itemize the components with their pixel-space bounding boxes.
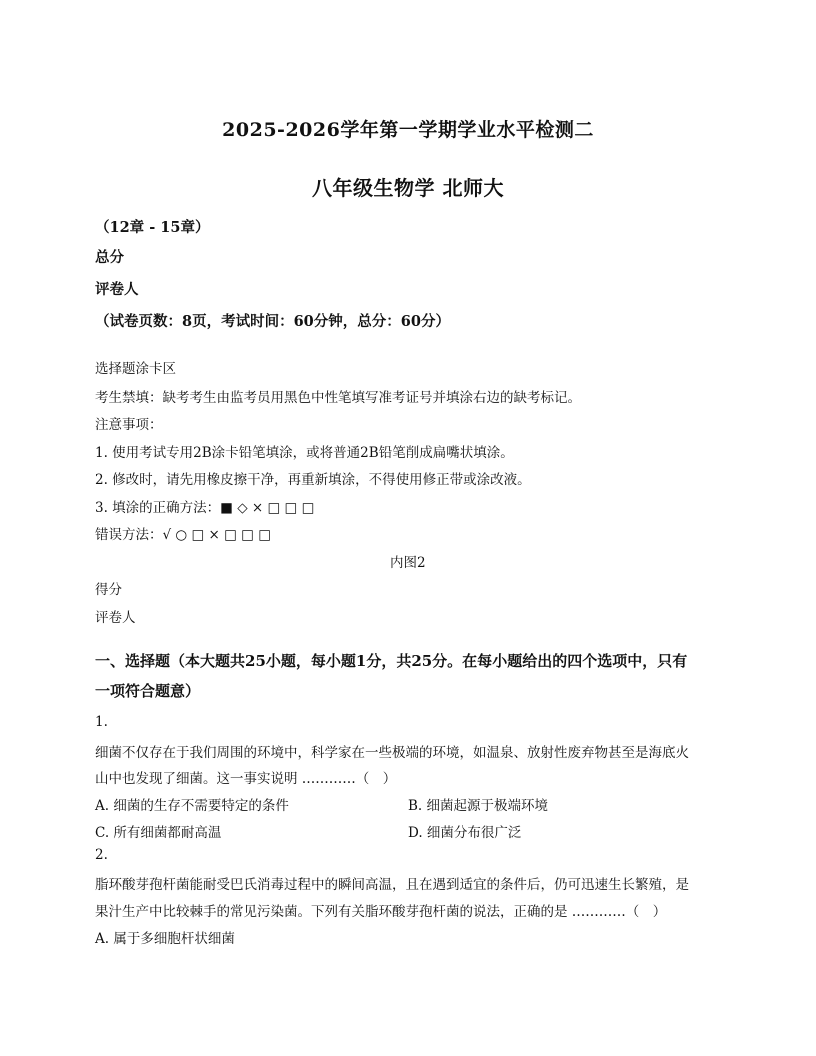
question-stem: 细菌不仅存在于我们周围的环境中，科学家在一些极端的环境，如温泉、放射性废弃物甚至是海底火 [95,745,689,761]
wrong-method: 错误方法：√ ○ □ × □ □ □ [95,527,271,543]
score-label: 得分 [95,582,122,598]
exam-title: 2025-2026学年第一学期学业水平检测二 [222,119,594,141]
option-c: C. 所有细菌都耐高温 [95,825,222,841]
answer-area-title: 选择题涂卡区 [95,361,176,377]
score-grader-label: 评卷人 [95,610,136,626]
grader-label: 评卷人 [95,281,139,298]
question-stem: 山中也发现了细菌。这一事实说明 …………（ ） [95,771,397,787]
section-title-line2: 一项符合题意） [95,682,201,700]
notice-item-2: 2. 修改时，请先用橡皮擦干净，再重新填涂，不得使用修正带或涂改液。 [95,472,531,488]
question-number: 2. [95,847,108,863]
chapter-scope: （12章 - 15章） [95,219,210,236]
option-a: A. 细菌的生存不需要特定的条件 [95,798,289,814]
exam-subtitle: 八年级生物学 北师大 [312,176,504,200]
section-title-line1: 一、选择题（本大题共25小题，每小题1分，共25分。在每小题给出的四个选项中，只有 [95,652,688,670]
notice-item-3: 3. 填涂的正确方法：■ ◇ × □ □ □ [95,500,315,516]
notice-title: 注意事项： [95,417,163,433]
figure-label: 内图2 [390,555,426,571]
total-score-label: 总分 [95,249,124,266]
notice-item-1: 1. 使用考试专用2B涂卡铅笔填涂，或将普通2B铅笔削成扁嘴状填涂。 [95,445,514,461]
question-number: 1. [95,714,108,730]
option-d: D. 细菌分布很广泛 [408,825,522,841]
absence-note: 考生禁填：缺考考生由监考员用黑色中性笔填写准考证号并填涂右边的缺考标记。 [95,390,581,406]
question-stem: 果汁生产中比较棘手的常见污染菌。下列有关脂环酸芽孢杆菌的说法，正确的是 …………（ ） [95,904,667,920]
question-stem: 脂环酸芽孢杆菌能耐受巴氏消毒过程中的瞬间高温，且在遇到适宜的条件后，仍可迅速生长繁殖，是 [95,877,689,893]
option-b: B. 细菌起源于极端环境 [408,798,549,814]
exam-info: （试卷页数：8页，考试时间：60分钟，总分：60分） [95,313,450,330]
option-a: A. 属于多细胞杆状细菌 [95,931,235,947]
